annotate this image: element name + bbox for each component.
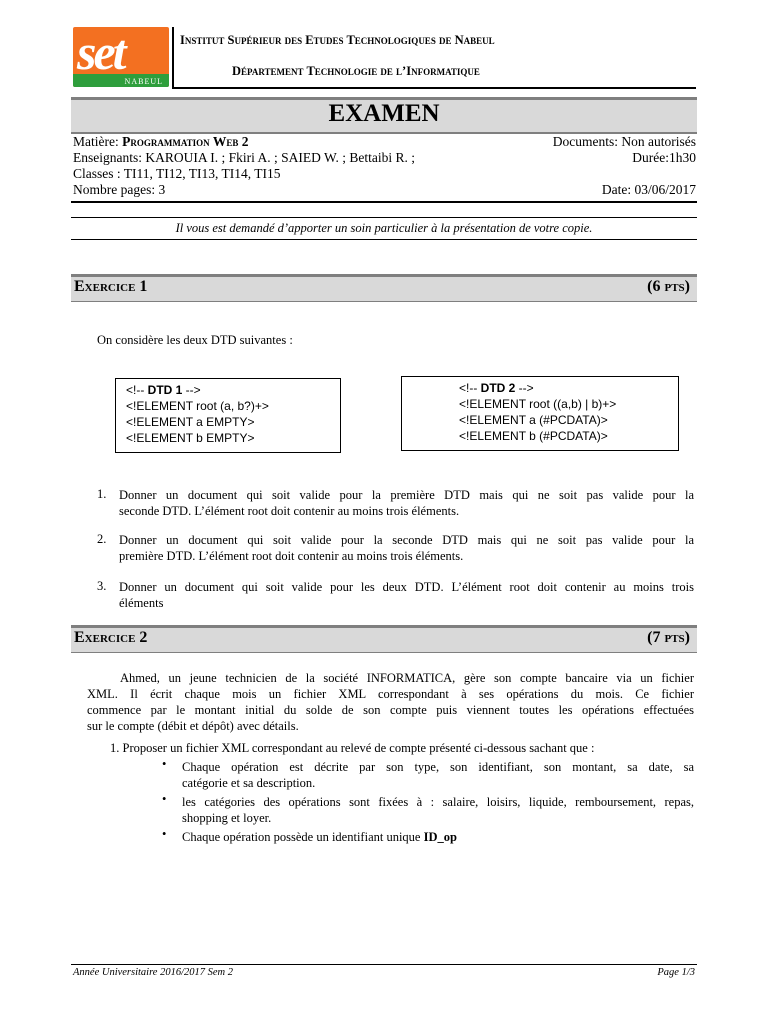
question-text: Donner un document qui soit valide pour les deux DTD. L’élément root doit contenir au moins trois éléments (119, 580, 694, 610)
dtd2-line: <!ELEMENT b (#PCDATA)> (459, 429, 608, 443)
dtd1-box (115, 378, 341, 453)
exam-title: EXAMEN (328, 100, 440, 127)
dtd2-box (401, 376, 679, 451)
notice-bottom-rule (71, 239, 697, 240)
question-text: Donner un document qui soit valide pour la seconde DTD mais qui ne soit pas valide pour la première DTD. L’élément root doit contenir au moins trois éléments. (119, 533, 694, 563)
teachers-line: Enseignants: KAROUIA I. ; Fkiri A. ; SAIED W. ; Bettaibi R. ; (73, 150, 416, 165)
header-divider-horizontal (172, 87, 696, 89)
dtd1-comment: <!-- DTD 1 --> (126, 383, 201, 397)
dtd1-line: <!ELEMENT a EMPTY> (126, 415, 255, 429)
question-number: 2. (97, 532, 107, 546)
classes-line: Classes : TI11, TI12, TI13, TI14, TI15 (73, 166, 281, 181)
dtd2-line: <!ELEMENT root ((a,b) | b)+> (459, 397, 617, 411)
exercise1-title: Exercice 1 (74, 278, 148, 295)
presentation-notice: Il vous est demandé d’apporter un soin particulier à la présentation de votre copie. (175, 221, 593, 235)
exercise2-paragraph: Ahmed, un jeune technicien de la société INFORMATICA, gère son compte bancaire via un fichier XML. Il écrit chaque mois un fichier XML correspondant à ses opérations du mois. Ce fichier commence par le montant initial du solde de son compte puis viennent toutes les opérations effectuées sur le compte (débit et dépôt) avec détails. (87, 671, 694, 733)
date-line: Date: 03/06/2017 (601, 182, 696, 197)
exercise1-points: (6 pts) (647, 278, 690, 295)
bullet-glyph: • (162, 757, 167, 771)
exercise2-title: Exercice 2 (74, 629, 148, 646)
footer-academic-year: Année Universitaire 2016/2017 Sem 2 (73, 967, 233, 978)
exam-info-right (553, 134, 696, 198)
dtd1-line: <!ELEMENT b EMPTY> (126, 431, 255, 445)
dtd1-line: <!ELEMENT root (a, b?)+> (126, 399, 269, 413)
subject-value: Programmation Web 2 (122, 134, 249, 149)
bullet-item: Chaque opération est décrite par son type, son identifiant, son montant, sa date, sa catégorie et sa description. (182, 760, 694, 790)
bullet-item: Chaque opération possède un identifiant unique ID_op (182, 830, 457, 844)
footer-page-number: Page 1/3 (657, 967, 695, 978)
institute-name: Institut Supérieur des Etudes Technologiques de Nabeul (180, 33, 495, 47)
logo-subtext: NABEUL (124, 77, 163, 86)
header-divider-vertical (172, 27, 174, 89)
id-op-term: ID_op (423, 830, 457, 844)
dtd2-comment: <!-- DTD 2 --> (459, 381, 534, 395)
pages-line: Nombre pages: 3 (73, 182, 166, 197)
notice-top-rule (71, 217, 697, 218)
exercise2-band (71, 625, 697, 653)
duration-line: Durée:1h30 (632, 150, 696, 165)
question-number: 1. (97, 487, 107, 501)
question-text: Donner un document qui soit valide pour la première DTD mais qui ne soit pas valide pour la seconde DTD. L’élément root doit contenir au moins trois éléments. (119, 488, 694, 518)
footer-rule (71, 964, 697, 965)
exercise1-band (71, 274, 697, 302)
subject-line: Matière: Programmation Web 2 (73, 134, 249, 149)
bullet-glyph: • (162, 827, 167, 841)
exercise2-points: (7 pts) (647, 629, 690, 646)
logo-wordmark: set (77, 27, 124, 80)
department-name: Département Technologie de l’Informatique (232, 64, 480, 78)
exercise1-intro: On considère les deux DTD suivantes : (97, 333, 293, 347)
bullet-item: les catégories des opérations sont fixées à : salaire, loisirs, liquide, remboursement, repas, shopping et loyer. (182, 795, 694, 825)
info-bottom-rule (71, 201, 697, 203)
bullet-glyph: • (162, 792, 167, 806)
documents-line: Documents: Non autorisés (552, 134, 696, 149)
question-number: 3. (97, 579, 107, 593)
exercise2-question-1: 1. Proposer un fichier XML correspondant au relevé de compte présenté ci-dessous sachant que : (110, 741, 595, 755)
exam-info-left (73, 134, 415, 198)
institute-logo (73, 27, 169, 87)
dtd2-line: <!ELEMENT a (#PCDATA)> (459, 413, 608, 427)
